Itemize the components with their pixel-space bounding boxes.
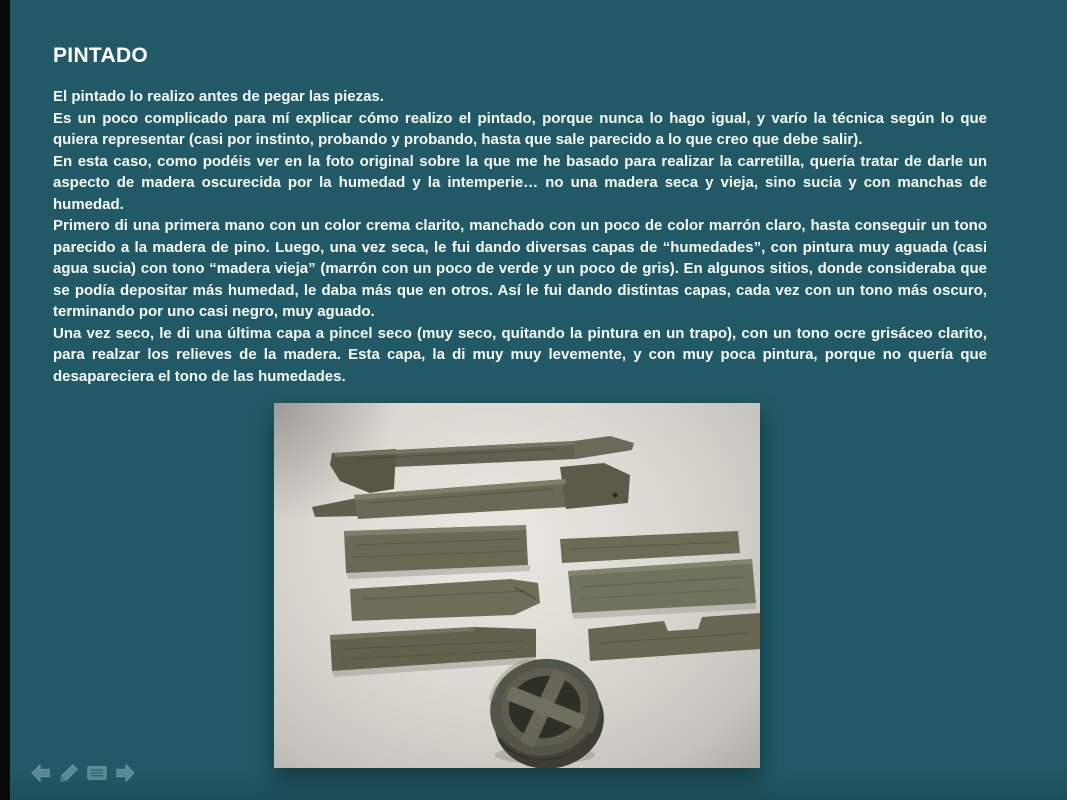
slide-menu-icon — [86, 762, 108, 784]
slide — [10, 0, 1067, 800]
pen-tool-button[interactable] — [58, 762, 80, 784]
next-arrow-icon — [114, 762, 136, 784]
pen-icon — [58, 762, 80, 784]
paragraph: Primero di una primera mano con un color crema clarito, manchado con un poco de color marrón claro, hasta conseguir un tono parecido a la madera de pino. Luego, una vez seca, le fui dando diversas capas de “humedades”, con pintura muy aguada (casi agua sucia) con tono “madera vieja” (marrón con un poco de verde y un poco de gris). En algunos sitios, donde consideraba que se podía depositar más humedad, le daba más que en otros. Así le fui dando distintas capas, cada vez con un tono más oscuro, terminando por uno casi negro, muy aguado. — [53, 217, 987, 320]
plank-notched — [588, 613, 760, 661]
nav-previous-button[interactable] — [30, 762, 52, 784]
slide-title: PINTADO — [53, 44, 149, 67]
paragraph: Una vez seco, le di una última capa a pincel seco (muy seco, quitando la pintura en un trapo), con un tono ocre grisáceo clarito, para realzar los relieves de la madera. Esta capa, la di muy muy levemente, y con muy poca pintura, porque no quería que desapareciera el tono de las humedades. — [53, 324, 987, 385]
plank — [344, 525, 528, 573]
screen-edge — [0, 0, 10, 800]
wheel — [482, 649, 612, 768]
nav-next-button[interactable] — [114, 762, 136, 784]
wheelbarrow-parts-photo — [274, 403, 760, 768]
slideshow-nav-bar — [30, 762, 136, 784]
paragraph: Es un poco complicado para mí explicar cómo realizo el pintado, porque nunca lo hago igual, y varío la técnica según lo que quiera representar (casi por instinto, probando y probando, hasta que sale parecido a lo que creo que debe salir). — [53, 109, 987, 148]
paragraph: El pintado lo realizo antes de pegar las piezas. — [53, 88, 384, 105]
photo-illustration — [274, 403, 760, 768]
plank — [560, 531, 740, 563]
paragraph: En esta caso, como podéis ver en la foto original sobre la que me he basado para realizar la carretilla, quería tratar de darle un aspecto de madera oscurecida por la humedad y la intemperie… no una madera seca y vieja, sino sucia y con manchas de humedad. — [53, 152, 987, 213]
previous-arrow-icon — [30, 762, 52, 784]
plank — [350, 579, 540, 621]
slide-body-text — [53, 86, 987, 387]
slide-menu-button[interactable] — [86, 762, 108, 784]
